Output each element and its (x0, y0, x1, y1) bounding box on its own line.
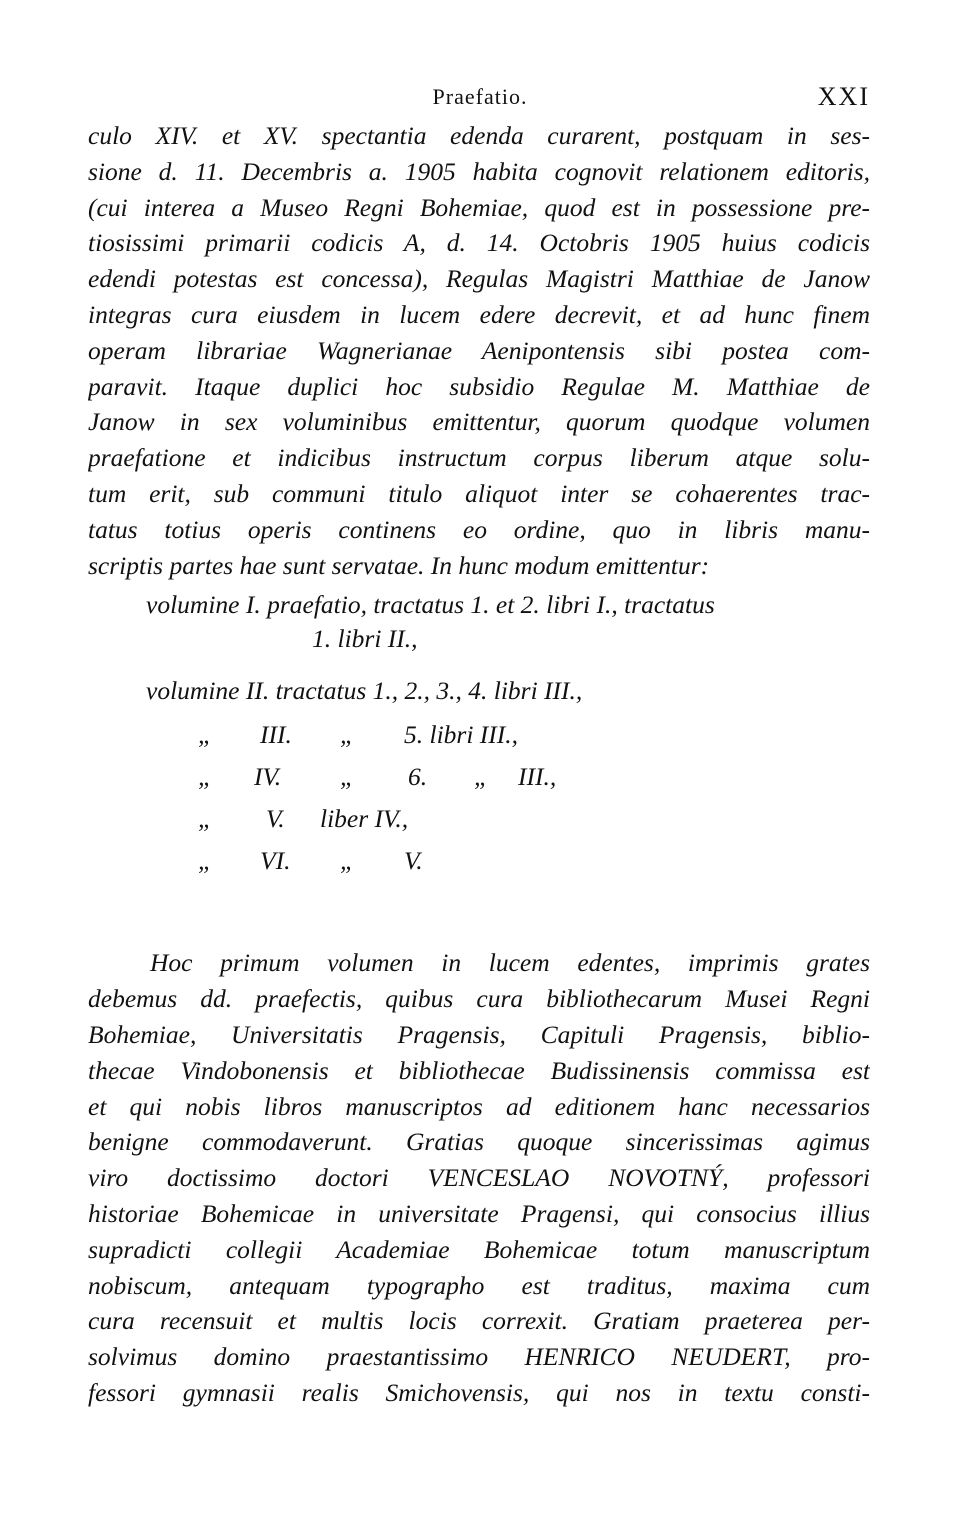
text-line: scriptis partes hae sunt servatae. In hunc modum emittentur: (88, 550, 710, 580)
contents-text: 6. (408, 762, 428, 792)
contents-text: 1. libri II., (312, 624, 418, 654)
text-line: sione d. 11. Decembris a. 1905 habita cognovit relationem editoris, (88, 156, 870, 186)
text-line: thecae Vindobonensis et bibliothecae Budissinensis commissa est (88, 1055, 870, 1085)
paragraph-spacer (88, 897, 870, 945)
contents-text: V. (404, 846, 423, 876)
text-line: debemus dd. praefectis, quibus cura bibliothecarum Musei Regni (88, 984, 870, 1014)
contents-text: 5. libri III., (404, 720, 519, 750)
ditto-mark: „ (198, 846, 213, 876)
volume-number: V. (266, 804, 285, 834)
text-line: tum erit, sub communi titulo aliquot inter se cohaerentes trac- (88, 478, 870, 508)
ditto-mark: „ (474, 762, 489, 792)
text-line: solvimus domino praestantissimo HENRICO NEUDERT, pro- (88, 1342, 870, 1372)
paragraph-1 (88, 118, 870, 583)
text-line: Janow in sex voluminibus emittentur, quorum quodque volumen (88, 407, 870, 437)
text-line: integras cura eiusdem in lucem edere decrevit, et ad hunc finem (88, 299, 870, 329)
text-line: edendi potestas est concessa), Regulas Magistri Matthiae de Janow (88, 264, 870, 294)
page-number: XXI (817, 82, 870, 111)
text-line: nobiscum, antequam typographo est traditus, maxima cum (88, 1270, 870, 1300)
text-line: paravit. Itaque duplici hoc subsidio Regulae M. Matthiae de (88, 371, 870, 401)
running-head (0, 78, 960, 118)
text-line: culo XIV. et XV. spectantia edenda curarent, postquam in ses- (88, 121, 870, 150)
contents-row-vol5 (198, 801, 698, 837)
volume-contents-list (88, 587, 870, 897)
text-line: Hoc primum volumen in lucem edentes, imprimis grates (150, 948, 870, 978)
contents-text: liber IV., (320, 804, 409, 834)
contents-row-vol4 (198, 759, 698, 795)
text-line: (cui interea a Museo Regni Bohemiae, quod est in possessione pre- (88, 192, 870, 222)
paragraph-2 (88, 945, 870, 1410)
contents-text: III., (518, 762, 557, 792)
text-line: Bohemiae, Universitatis Pragensis, Capituli Pragensis, biblio- (88, 1019, 870, 1049)
contents-text: volumine II. tractatus 1., 2., 3., 4. libri III., (146, 676, 583, 706)
text-line: et qui nobis libros manuscriptos ad editionem hanc necessarios (88, 1091, 870, 1121)
running-title: Praefatio. (432, 84, 528, 109)
text-line: fessori gymnasii realis Smichovensis, qui nos in textu consti- (88, 1377, 870, 1407)
ditto-mark: „ (198, 804, 213, 834)
contents-text: volumine I. praefatio, tractatus 1. et 2. libri I., tractatus (146, 590, 715, 620)
contents-row-vol6 (198, 843, 698, 879)
ditto-mark: „ (340, 720, 355, 750)
contents-row-vol3 (198, 717, 698, 753)
ditto-mark: „ (198, 762, 213, 792)
volume-number: VI. (260, 846, 291, 876)
volume-number: IV. (254, 762, 282, 792)
text-line: cura recensuit et multis locis correxit. Gratiam praeterea per- (88, 1306, 870, 1336)
text-line: supradicti collegii Academiae Bohemicae totum manuscriptum (88, 1234, 870, 1264)
text-line: benigne commodaverunt. Gratias quoque sincerissimas agimus (88, 1127, 870, 1157)
ditto-mark: „ (198, 720, 213, 750)
ditto-mark: „ (340, 846, 355, 876)
text-block (88, 118, 870, 1411)
ditto-mark: „ (340, 762, 355, 792)
text-line: historiae Bohemicae in universitate Pragensi, qui consocius illius (88, 1198, 870, 1228)
text-line: operam librariae Wagnerianae Aenipontensis sibi postea com- (88, 335, 870, 365)
text-line: viro doctissimo doctori VENCESLAO NOVOTNÝ, professori (88, 1163, 870, 1193)
text-line: tiosissimi primarii codicis A, d. 14. Octobris 1905 huius codicis (88, 228, 870, 258)
text-line: tatus totius operis continens eo ordine, quo in libris manu- (88, 514, 870, 544)
text-line: praefatione et indicibus instructum corpus liberum atque solu- (88, 443, 870, 473)
volume-number: III. (260, 720, 292, 750)
